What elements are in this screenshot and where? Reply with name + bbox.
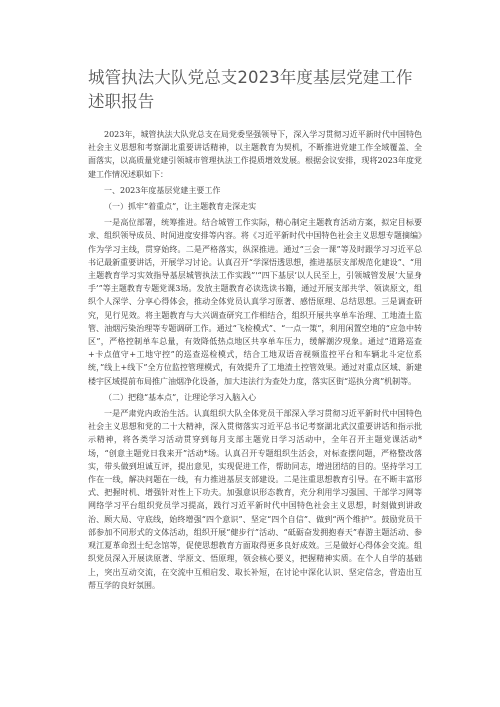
subsection-body-1: 一是高位部署，统筹推进。结合城管工作实际，精心制定主题教育活动方案，拟定目标要求、组织领导成员、时间进度安排等内容。将《习近平新时代中国特色社会主义思想专题摘编》作为学习主线，贯穿始终。二是严格落实，纵深推进。通过“三会一课”等及时跟学习习近平总书记最新重要讲话，开展学习讨论。认真召开“学深悟透思想，推进基层支部规范化建设”、“用主题教育学习实效指导基层城管执法工作实践”'“四下基层’以人民至上，引领城管发展’大显身手’”等主题教育专题党课3场。发放主题教育必读选读书籍，通过开展支部共学、领读原文，组织个人深学、分享心得体会，推动全体党员认真学习原著、感悟原理、总结思想。三是调查研究，见行见效。将主题教育与大兴调查研究工作相结合，组织开展共享单车治理、工地渣土监管、油烟污染治理等专题调研工作。通过“飞检模式”、“一点一策”，利用闲置空地的“应急中转区”，严格控制单车总量，有效降低热点地区共享单车压力，缓解潮汐现象。通过“道路巡查+卡点值守+工地守控”的巡查巡检模式，结合工地双语音视频监控平台和车辆北斗定位系统，”线上+线下”全方位监控管理模式，有效提升了工地渣土控管效果。通过对重点区域、新建楼宇区域提前布局推广油烟净化设备，加大违法行为查处力度，落实区街“巡执分离”机制等。 — [88, 218, 422, 386]
subsection-heading-2: （二）把稳“基本点”，让理论学习入脑入心 — [104, 392, 257, 402]
intro-paragraph: 2023年，城管执法大队党总支在局党委坚强领导下，深入学习贯彻习近平新时代中国特色社会主义思想和考察湖北重要讲话精神，以主题教育为契机，不断推进党建工作全域覆盖、全面落实，以高质量党建引领城市管理执法工作提质增效发展。根据会议安排，现将2023年度党建工作情况述职如下： — [88, 130, 422, 179]
subsection-heading-1: （一）抓牢“着重点”，让主题教育走深走实 — [104, 202, 257, 212]
subsection-body-2: 一是严肃党内政治生活。认真组织大队全体党员干部深入学习贯彻习近平新时代中国特色社会主义思想和党的二十大精神，深入贯彻落实习近平总书记考察湖北武汉重要讲话和指示批示精神，将各类学习活动贯穿到每月支部主题党日学习活动中，全年召开主题党课活动*场，“创意主题党日我来开”活动*场。认真召开专题组织生活会，对标查摆问题，严格整改落实，带头做到坦诚互评，提出意见，实现促进工作，帮助同志，增进团结的目的。坚持学习工作在一线，解决问题在一线，有力推进基层支部建设。二是注重思想教育引导。在不断丰富形式、把握时机、增强针对性上下功夫。加强意识形态教育，充分利用学习强国、干部学习网等网络学习平台组织党员学习提高，践行习近平新时代中国特色社会主义思想，时刻做到讲政治、顾大局、守底线，始终增强“四个意识”、坚定“四个自信”、做到“两个维护”。鼓励党员干部参加不同形式的文体活动，组织开展“健步行”活动、“砥砺奋发拥抱春天”春游主题活动、参观江夏革命烈士纪念馆等，促使思想教育方面取得更多良好成效。三是做好心得体会交流。组织党员深入开展读原著、学原文、悟原理，领会核心要义，把握精神实质。在个人自学的基础上，突出互动交流，在交流中互相启发、取长补短，在讨论中深化认识、坚定信念，营造出互帮互学的良好氛围。 — [88, 409, 422, 590]
document-title: 城管执法大队党总支2023年度基层党建工作述职报告 — [88, 68, 413, 111]
section-heading-1: 一、2023年度基层党建主要工作 — [104, 185, 221, 195]
